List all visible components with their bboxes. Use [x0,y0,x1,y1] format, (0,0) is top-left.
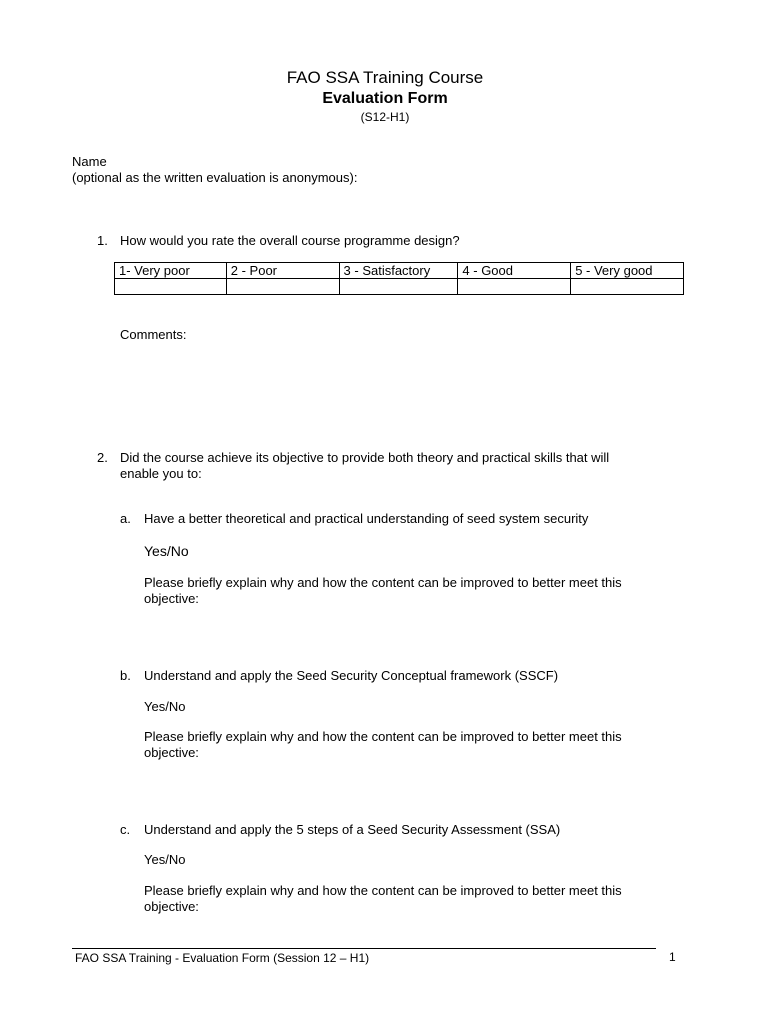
footer-text: FAO SSA Training - Evaluation Form (Session 12 – H1) [75,951,370,965]
q2-text-line1: Did the course achieve its objective to provide both theory and practical skills that will [120,450,610,465]
footer-divider [72,948,656,949]
rating-cell-4[interactable] [458,279,571,295]
rating-option: 2 - Poor [226,263,339,279]
rating-option: 3 - Satisfactory [339,263,458,279]
rating-option: 5 - Very good [571,263,684,279]
q1-comments-label: Comments: [120,327,187,342]
q2b-explain-line2: objective: [144,745,199,760]
rating-option: 4 - Good [458,263,571,279]
q2a-explain-line1: Please briefly explain why and how the content can be improved to better meet this [144,575,622,590]
form-title: Evaluation Form [322,90,448,107]
rating-cell-5[interactable] [571,279,684,295]
q2c-explain-line1: Please briefly explain why and how the content can be improved to better meet this [144,883,622,898]
rating-cell-1[interactable] [115,279,227,295]
q2a-letter: a. [120,511,131,526]
q1-text: How would you rate the overall course programme design? [120,233,460,248]
rating-option: 1- Very poor [115,263,227,279]
q2c-answer: Yes/No [144,852,186,867]
name-label: Name [72,154,107,169]
form-code: (S12-H1) [360,110,410,124]
rating-header-row [115,263,684,279]
q2b-explain-line1: Please briefly explain why and how the content can be improved to better meet this [144,729,622,744]
q2c-letter: c. [120,822,131,837]
q2b-letter: b. [120,668,131,683]
q2b-text: Understand and apply the Seed Security Conceptual framework (SSCF) [144,668,559,683]
rating-cell-3[interactable] [339,279,458,295]
q2-number: 2. [97,450,108,465]
rating-table [114,262,684,295]
course-title: FAO SSA Training Course [286,68,484,87]
q2c-explain-line2: objective: [144,899,199,914]
q2a-explain-line2: objective: [144,591,199,606]
rating-answer-row [115,279,684,295]
name-note: (optional as the written evaluation is anonymous): [72,170,358,185]
q2c-text: Understand and apply the 5 steps of a Seed Security Assessment (SSA) [144,822,561,837]
q2a-text: Have a better theoretical and practical understanding of seed system security [144,511,589,526]
q2a-answer: Yes/No [144,543,189,559]
rating-cell-2[interactable] [226,279,339,295]
q2-text-line2: enable you to: [120,466,202,481]
q2b-answer: Yes/No [144,699,186,714]
page-number: 1 [669,950,676,964]
q1-number: 1. [97,233,108,248]
